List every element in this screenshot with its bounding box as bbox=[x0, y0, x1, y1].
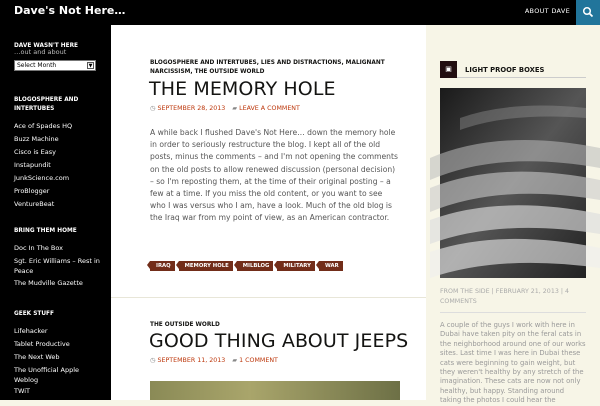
widget-header bbox=[440, 61, 586, 78]
blogosphere-widget-title: BLOGOSPHERE AND INTERTUBES bbox=[14, 97, 79, 112]
widget-post-excerpt: A couple of the guys I work with here in Dubai have taken pity on the feral cats in the neighborhood around one of our works sites. Last time I was here in Dubai these cats were beginning to gain weight, but they weren't healthy by any stretch of the imagination. These cats are now not only healthy, but happy. Standing around taking the photos I could hear the bbox=[440, 321, 586, 405]
site-tagline: …out and about bbox=[14, 48, 67, 56]
post-title[interactable]: THE MEMORY HOLE bbox=[149, 78, 336, 100]
post-divider bbox=[111, 297, 426, 298]
site-title[interactable]: Dave's Not Here… bbox=[14, 4, 126, 17]
tag-link[interactable]: WAR bbox=[319, 261, 343, 271]
sidebar-link[interactable]: Sgt. Eric Williams – Rest in Peace bbox=[14, 257, 100, 275]
sidebar-link[interactable]: Cisco is Easy bbox=[14, 148, 56, 156]
tag-link[interactable]: IRAQ bbox=[150, 261, 175, 271]
archives-widget-title: DAVE WASN'T HERE bbox=[14, 43, 78, 49]
sidebar-link[interactable]: ProBlogger bbox=[14, 187, 50, 195]
widget-title[interactable]: LIGHT PROOF BOXES bbox=[465, 66, 545, 74]
sidebar-link[interactable]: JunkScience.com bbox=[14, 174, 70, 182]
sidebar-link[interactable]: Ace of Spades HQ bbox=[14, 122, 73, 130]
archives-select[interactable] bbox=[14, 60, 96, 71]
sidebar-link[interactable]: Instapundit bbox=[14, 161, 51, 169]
image-icon: ▣ bbox=[440, 61, 457, 78]
nav-item-about-dave[interactable]: ABOUT DAVE bbox=[524, 7, 570, 15]
sidebar-link[interactable]: Doc In The Box bbox=[14, 244, 63, 252]
post-categories[interactable]: BLOGOSPHERE AND INTERTUBES, LIES AND DISTRACTIONS, MALIGNANT NARCISSISM, THE OUTSIDE WORLD bbox=[150, 60, 385, 75]
sidebar-link[interactable]: Lifehacker bbox=[14, 327, 48, 335]
post-comments-link[interactable]: 1 COMMENT bbox=[239, 357, 278, 364]
sidebar-link[interactable]: The Mudville Gazette bbox=[14, 279, 83, 287]
sidebar-link[interactable]: VentureBeat bbox=[14, 200, 55, 208]
archives-select-value: Select Month bbox=[17, 62, 57, 69]
main-content bbox=[111, 25, 426, 400]
post-meta bbox=[150, 105, 300, 112]
chevron-down-icon: ▼ bbox=[88, 63, 93, 69]
post-image[interactable] bbox=[150, 381, 400, 400]
post-body: A while back I flushed Dave's Not Here… down the memory hole in order to seriously restructure the blog. I kept all of the old posts, minus the comments – and I'm not opening the comments on the old posts to allow renewed discussion (personal decision) – so I'm reposting them, at the time of their original posting – a few at a time. If you miss the old content, or you want to see who I was versus who I am, have a look. Much of the old blog is the Iraq war from my point of view, as an American contractor. bbox=[150, 128, 398, 223]
clock-icon: ◷ bbox=[150, 105, 156, 112]
clock-icon: ◷ bbox=[150, 357, 156, 364]
comment-icon: ▰ bbox=[232, 105, 238, 112]
geek-stuff-widget-title: GEEK STUFF bbox=[14, 311, 54, 317]
tag-link[interactable]: MILITARY bbox=[277, 261, 315, 271]
post-date[interactable]: SEPTEMBER 11, 2013 bbox=[157, 357, 226, 364]
search-button[interactable] bbox=[576, 0, 600, 25]
widget-post-meta[interactable]: FROM THE SIDE | FEBRUARY 21, 2013 | 4 COMMENTS bbox=[440, 288, 569, 305]
left-sidebar bbox=[0, 25, 111, 400]
tag-link[interactable]: MEMORY HOLE bbox=[179, 261, 233, 271]
sidebar-link[interactable]: TWiT bbox=[14, 387, 31, 395]
sidebar-link[interactable]: The Unofficial Apple Weblog bbox=[14, 366, 80, 384]
sidebar-link[interactable]: Tablet Productive bbox=[14, 340, 70, 348]
right-sidebar bbox=[426, 25, 600, 405]
post-tags bbox=[150, 261, 343, 271]
sidebar-link[interactable]: The Next Web bbox=[14, 353, 60, 361]
featured-photo[interactable] bbox=[440, 88, 586, 278]
widget-divider bbox=[440, 312, 586, 313]
post-title[interactable]: GOOD THING ABOUT JEEPS bbox=[149, 330, 409, 352]
post-meta bbox=[150, 357, 278, 364]
stadium-seats-image bbox=[440, 88, 586, 278]
comment-icon: ▰ bbox=[232, 357, 238, 364]
bring-them-home-widget-title: BRING THEM HOME bbox=[14, 228, 77, 234]
post-comments-link[interactable]: LEAVE A COMMENT bbox=[239, 105, 300, 112]
top-bar bbox=[0, 0, 600, 25]
search-icon bbox=[582, 6, 594, 18]
tag-link[interactable]: MILBLOG bbox=[237, 261, 274, 271]
post-categories[interactable]: THE OUTSIDE WORLD bbox=[150, 322, 220, 328]
post-date[interactable]: SEPTEMBER 28, 2013 bbox=[157, 105, 226, 112]
sidebar-link[interactable]: Buzz Machine bbox=[14, 135, 59, 143]
